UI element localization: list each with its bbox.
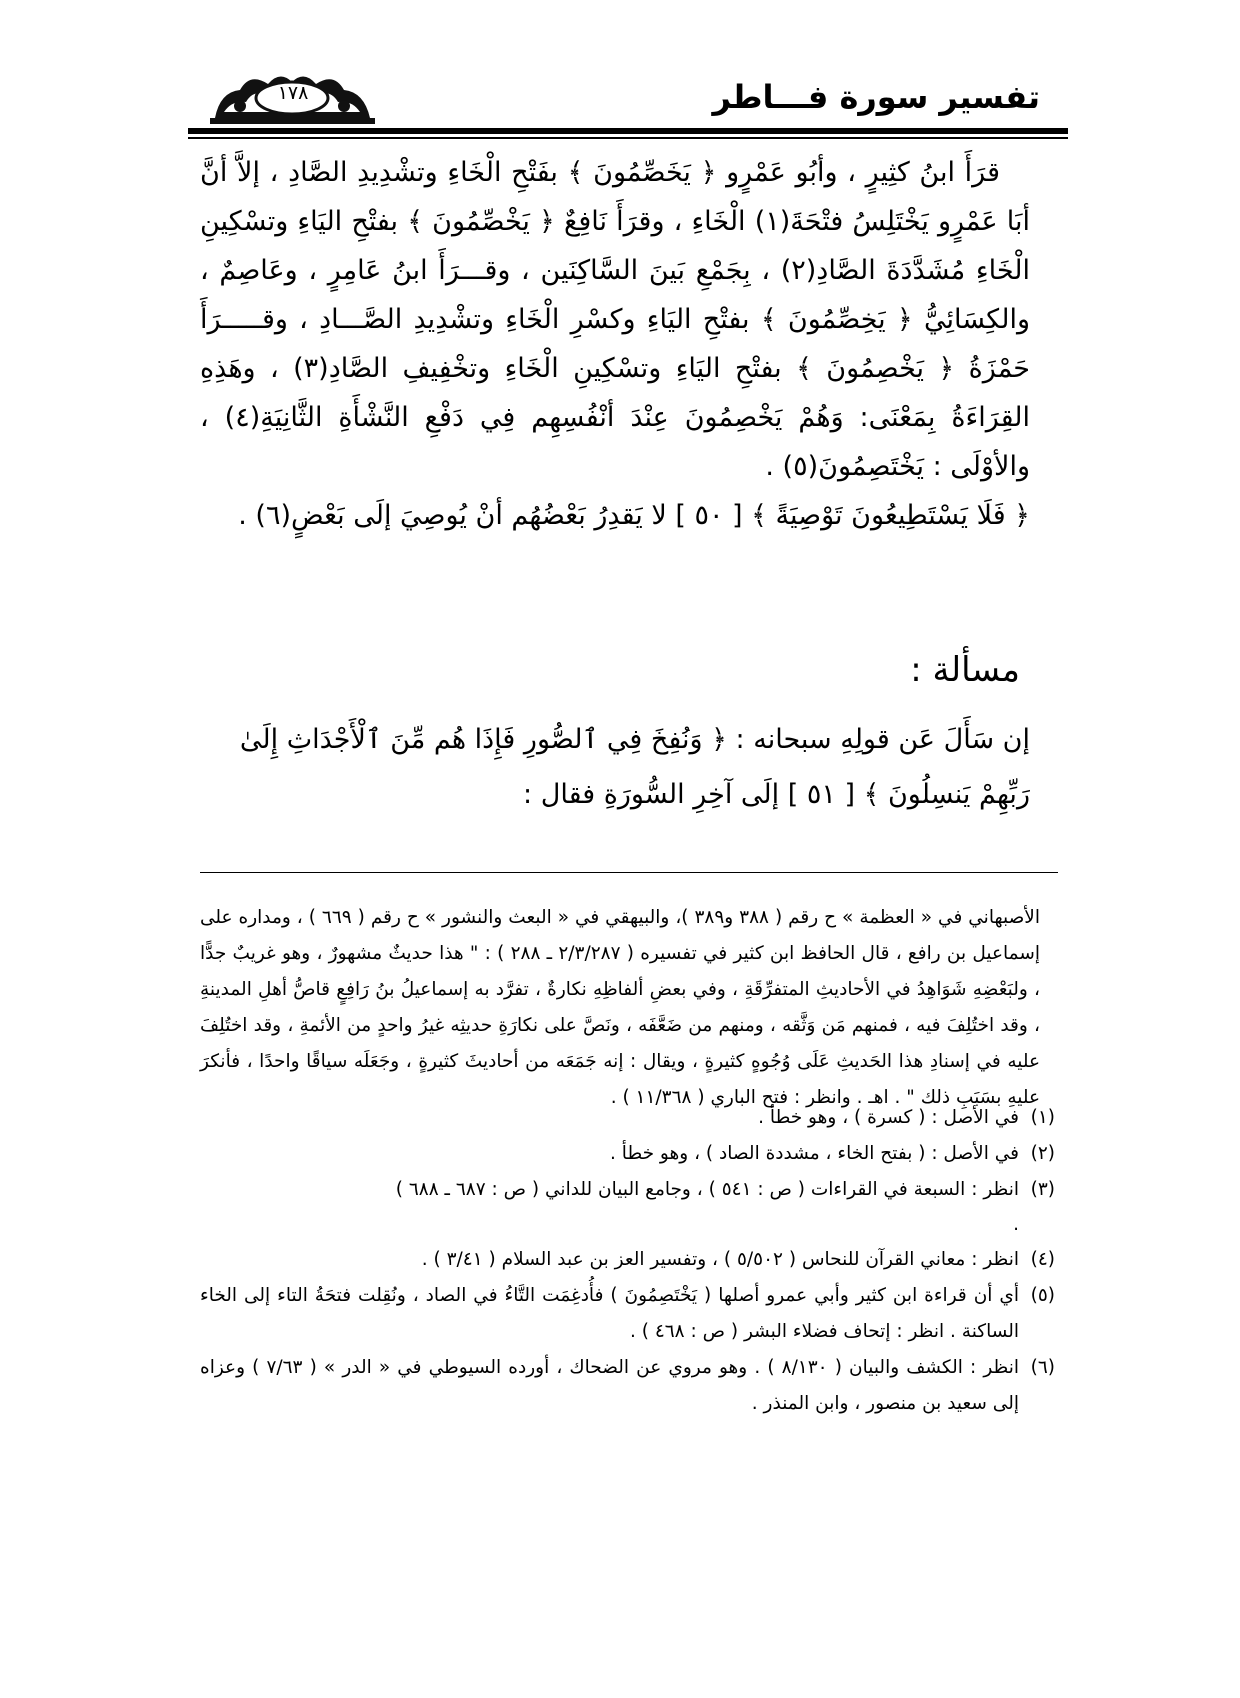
- footnote-continuation: [200, 900, 1040, 1116]
- body-paragraph-readings: قرَأَ ابنُ كثِيرٍ ، وأبُو عَمْرٍو ﴿ يَخَصِّمُونَ ﴾ بفَتْحِ الْخَاءِ وتشْدِيدِ الصَّادِ ، إلاَّ أنَّ أبَا عَمْرٍو يَخْتَلِسُ فتْحَةَ(١) الْخَاءِ ، وقرَأَ نَافِعٌ ﴿ يَخْصِّمُونَ ﴾ بفتْحِ اليَاءِ وتسْكِينِ الْخَاءِ مُشَدَّدَةَ الصَّادِ(٢) ، بِجَمْعِ بَينَ السَّاكِنَين ، وقـــرَأَ ابنُ عَامِرٍ ، وعَاصِمٌ ، والكِسَائِيُّ ﴿ يَخِصِّمُونَ ﴾ بفتْحِ اليَاءِ وكسْرِ الْخَاءِ وتشْدِيدِ الصَّـــادِ ، وقـــــرَأَ حَمْزَةُ ﴿ يَخْصِمُونَ ﴾ بفتْحِ اليَاءِ وتسْكِينِ الْخَاءِ وتخْفِيفِ الصَّادِ(٣) ، وهَذِهِ القِرَاءَةُ بِمَعْنَى: وَهُمْ يَخْصِمُونَ عِنْدَ أنْفُسِهِم فِي دَفْعِ النَّشْأَةِ الثَّانِيَةِ(٤) ، والأوْلَى : يَخْتَصِمُونَ(٥) .: [200, 157, 1030, 482]
- issue-heading: مسألة :: [910, 650, 1020, 690]
- footnote-number: (٤): [1030, 1249, 1055, 1270]
- footnote-item: [200, 1278, 1055, 1350]
- footnote-item: [200, 1242, 1055, 1278]
- footnote-item: [200, 1100, 1055, 1136]
- footnote-list: [200, 1100, 1055, 1422]
- footnote-item: [200, 1172, 1055, 1208]
- footnote-text: انظر : الكشف والبيان ( ٨/١٣٠ ) . وهو مروي عن الضحاك ، أورده السيوطي في « الدر » ( ٧/٦٣ ) وعزاه إلى سعيد بن منصور ، وابن المنذر .: [200, 1357, 1019, 1414]
- main-text: [200, 148, 1030, 540]
- issue-text: إن سَأَلَ عَن قولِهِ سبحانه : ﴿ وَنُفِخَ فِي ٱلصُّورِ فَإِذَا هُم مِّنَ ٱلْأَجْدَاثِ إِلَىٰ رَبِّهِمْ يَنسِلُونَ ﴾ [ ٥١ ] إلَى آخِرِ السُّورَةِ فقال :: [239, 724, 1030, 810]
- footnote-continuation-text: الأصبهاني في « العظمة » ح رقم ( ٣٨٨ و٣٨٩ )، والبيهقي في « البعث والنشور » ح رقم ( ٦٦٩ ) ، ومداره على إسماعيل بن رافع ، قال الحافظ ابن كثير في تفسيره ( ٢/٣/٢٨٧ ـ ٢٨٨ ) : " هذا حديثٌ مشهورٌ ، وهو غريبٌ جدًّا ، ولبَعْضِهِ شَوَاهِدُ في الأحاديثِ المتفرِّقَةِ ، وفي بعضِ ألفاظِهِ نكارةٌ ، تفرَّد به إسماعيلُ بنُ رَافِعٍ قاصُّ أهلِ المدينةِ ، وقد اختُلِفَ فيه ، فمنهم مَن وَثَّقه ، ومنهم من ضَعَّفَه ، ونَصَّ على نكارَةِ حديثِه غيرُ واحدٍ من الأئمةِ ، وقد اختُلِفَ عليه في إسنادِ هذا الحَديثِ عَلَى وُجُوهٍ كثيرةٍ ، ويقال : إنه جَمَعَه من أحاديثَ كثيرةٍ ، وجَعَلَه سياقًا واحدًا ، فأنكرَ عليهِ بسَبَبِ ذلك " . اهـ . وانظر : فتح الباري ( ١١/٣٦٨ ) .: [200, 907, 1040, 1108]
- footnote-text: انظر : معاني القرآن للنحاس ( ٥/٥٠٢ ) ، وتفسير العز بن عبد السلام ( ٣/٤١ ) .: [421, 1249, 1019, 1270]
- footnote-item: [200, 1136, 1055, 1172]
- footnote-item: [200, 1350, 1055, 1422]
- issue-section: [200, 712, 1030, 822]
- footnote-text: في الأصل : ( بفتح الخاء ، مشددة الصاد ) ، وهو خطأ .: [610, 1143, 1019, 1164]
- running-header-title: تفسير سورة فـــاطر: [712, 78, 1040, 116]
- footnote-number: (٥): [1030, 1285, 1055, 1306]
- header-rule-thick: [188, 128, 1068, 134]
- footnote-number: (٦): [1030, 1357, 1055, 1378]
- footnote-number: (١): [1030, 1107, 1055, 1128]
- footnote-number: (٣): [1030, 1179, 1055, 1200]
- footnote-text: في الأصل : ( كسرة ) ، وهو خطأ .: [758, 1107, 1019, 1128]
- page-number: ١٧٨: [277, 82, 309, 104]
- footnote-number: (٢): [1030, 1143, 1055, 1164]
- header-rule-thin: [188, 137, 1068, 139]
- footnote-text: انظر : السبعة في القراءات ( ص : ٥٤١ ) ، وجامع البيان للداني ( ص : ٦٨٧ ـ ٦٨٨ ): [395, 1179, 1019, 1200]
- footnote-text: أي أن قراءة ابن كثير وأبي عمرو أصلها ( يَخْتَصِمُونَ ) فأُدغِمَت التَّاءُ في الصاد ، ونُقِلت فتحَةُ التاء إلى الخاء الساكنة . انظر : إتحاف فضلاء البشر ( ص : ٤٦٨ ) .: [200, 1285, 1019, 1342]
- body-paragraph-verse-50: ﴿ فَلَا يَسْتَطِيعُونَ تَوْصِيَةً ﴾ [ ٥٠ ] لا يَقدِرُ بَعْضُهُم أنْ يُوصِيَ إلَى بَعْضٍ(٦) .: [238, 500, 1030, 531]
- footnote-separator: [200, 872, 1058, 873]
- footnote-stray-dot: .: [1013, 1214, 1019, 1235]
